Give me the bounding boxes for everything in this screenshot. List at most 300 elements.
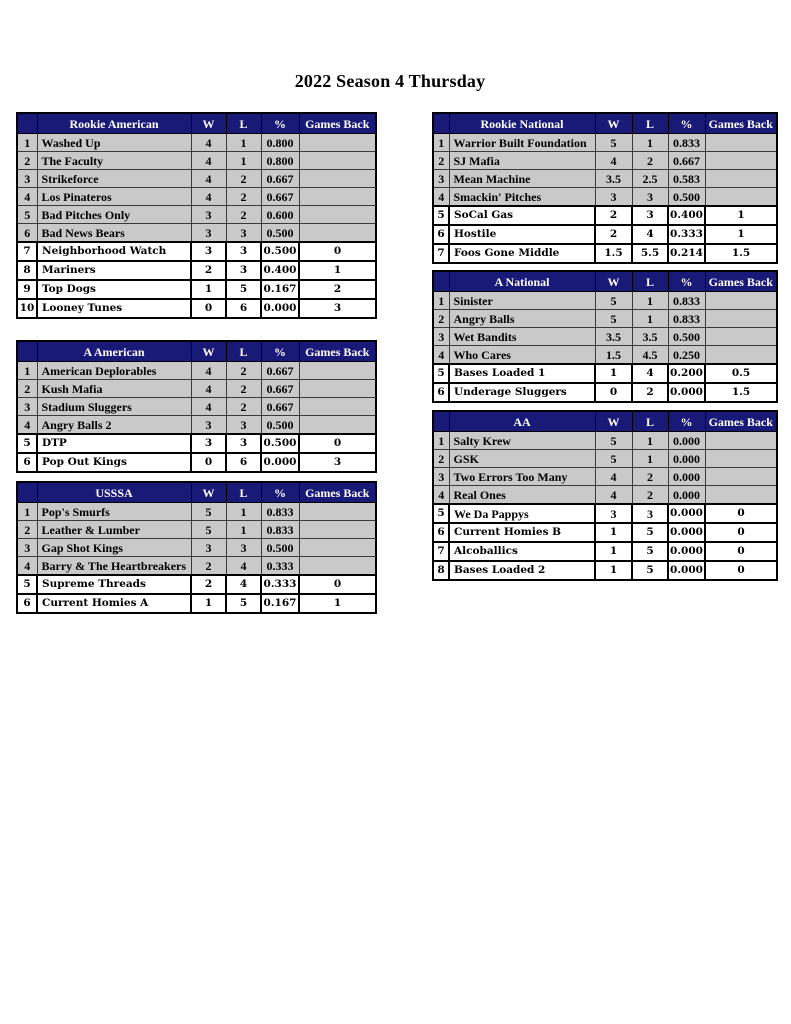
games-back-cell bbox=[705, 328, 777, 346]
table-row bbox=[433, 486, 777, 505]
pct-cell: 0.833 bbox=[668, 310, 705, 328]
pct-cell: 0.000 bbox=[668, 561, 705, 580]
team-cell: Washed Up bbox=[37, 134, 191, 152]
pct-cell: 0.000 bbox=[668, 450, 705, 468]
wins-cell: 3 bbox=[191, 416, 226, 435]
table-row bbox=[17, 299, 376, 318]
table-row bbox=[433, 152, 777, 170]
pct-cell: 0.500 bbox=[668, 188, 705, 207]
rank-cell: 4 bbox=[17, 416, 37, 435]
wins-cell: 5 bbox=[595, 450, 632, 468]
header-row bbox=[433, 271, 777, 292]
rank-cell: 4 bbox=[433, 346, 449, 365]
rank-cell: 8 bbox=[17, 261, 37, 280]
table-row bbox=[433, 504, 777, 523]
header-losses: L bbox=[632, 113, 668, 134]
games-back-cell: 1 bbox=[705, 225, 777, 244]
header-rank-spacer bbox=[17, 482, 37, 503]
rank-cell: 6 bbox=[433, 225, 449, 244]
team-cell: American Deplorables bbox=[37, 362, 191, 380]
table-row bbox=[17, 539, 376, 557]
rank-cell: 4 bbox=[433, 188, 449, 207]
pct-cell: 0.250 bbox=[668, 346, 705, 365]
games-back-cell: 0 bbox=[705, 504, 777, 523]
header-row bbox=[17, 113, 376, 134]
table-row bbox=[17, 224, 376, 243]
header-games-back: Games Back bbox=[705, 271, 777, 292]
wins-cell: 1 bbox=[595, 542, 632, 561]
table-row bbox=[17, 575, 376, 594]
rank-cell: 10 bbox=[17, 299, 37, 318]
wins-cell: 4 bbox=[191, 380, 226, 398]
losses-cell: 5 bbox=[226, 280, 261, 299]
losses-cell: 3 bbox=[632, 504, 668, 523]
rank-cell: 3 bbox=[17, 539, 37, 557]
header-wins: W bbox=[595, 271, 632, 292]
header-games-back: Games Back bbox=[299, 341, 376, 362]
wins-cell: 3 bbox=[191, 206, 226, 224]
wins-cell: 4 bbox=[191, 134, 226, 152]
header-rank-spacer bbox=[17, 341, 37, 362]
losses-cell: 3 bbox=[226, 261, 261, 280]
rank-cell: 6 bbox=[17, 224, 37, 243]
table-body bbox=[433, 292, 777, 403]
table-title: A National bbox=[449, 271, 595, 292]
losses-cell: 2 bbox=[226, 380, 261, 398]
games-back-cell bbox=[705, 486, 777, 505]
table-title: AA bbox=[449, 411, 595, 432]
pct-cell: 0.000 bbox=[668, 523, 705, 542]
team-cell: Hostile bbox=[449, 225, 595, 244]
rank-cell: 2 bbox=[433, 152, 449, 170]
header-losses: L bbox=[226, 341, 261, 362]
header-row bbox=[433, 411, 777, 432]
losses-cell: 4 bbox=[632, 225, 668, 244]
team-cell: Los Pinateros bbox=[37, 188, 191, 206]
pct-cell: 0.667 bbox=[261, 170, 299, 188]
team-cell: GSK bbox=[449, 450, 595, 468]
wins-cell: 5 bbox=[191, 521, 226, 539]
games-back-cell bbox=[705, 310, 777, 328]
table-row bbox=[17, 453, 376, 472]
pct-cell: 0.200 bbox=[668, 364, 705, 383]
rank-cell: 3 bbox=[433, 328, 449, 346]
header-rank-spacer bbox=[17, 113, 37, 134]
pct-cell: 0.400 bbox=[668, 206, 705, 225]
games-back-cell bbox=[299, 152, 376, 170]
rank-cell: 1 bbox=[17, 362, 37, 380]
team-cell: SJ Mafia bbox=[449, 152, 595, 170]
header-games-back: Games Back bbox=[705, 411, 777, 432]
losses-cell: 3 bbox=[226, 224, 261, 243]
pct-cell: 0.000 bbox=[261, 299, 299, 318]
wins-cell: 1 bbox=[595, 523, 632, 542]
rank-cell: 1 bbox=[433, 292, 449, 310]
header-losses: L bbox=[632, 411, 668, 432]
header-row bbox=[17, 482, 376, 503]
rank-cell: 7 bbox=[433, 244, 449, 263]
wins-cell: 5 bbox=[595, 310, 632, 328]
wins-cell: 2 bbox=[191, 575, 226, 594]
table-row bbox=[17, 188, 376, 206]
games-back-cell bbox=[705, 346, 777, 365]
wins-cell: 4 bbox=[191, 188, 226, 206]
games-back-cell: 1 bbox=[299, 261, 376, 280]
table-row bbox=[433, 383, 777, 402]
team-cell: Kush Mafia bbox=[37, 380, 191, 398]
table-row bbox=[17, 242, 376, 261]
pct-cell: 0.583 bbox=[668, 170, 705, 188]
table-header bbox=[17, 341, 376, 362]
games-back-cell bbox=[299, 416, 376, 435]
wins-cell: 4 bbox=[191, 362, 226, 380]
wins-cell: 1 bbox=[595, 364, 632, 383]
losses-cell: 3 bbox=[226, 242, 261, 261]
team-cell: Mariners bbox=[37, 261, 191, 280]
wins-cell: 3.5 bbox=[595, 170, 632, 188]
wins-cell: 1 bbox=[191, 280, 226, 299]
losses-cell: 5 bbox=[632, 542, 668, 561]
pct-cell: 0.800 bbox=[261, 152, 299, 170]
losses-cell: 2 bbox=[632, 468, 668, 486]
rank-cell: 5 bbox=[17, 575, 37, 594]
losses-cell: 5 bbox=[632, 523, 668, 542]
table-row bbox=[17, 261, 376, 280]
table-row bbox=[433, 432, 777, 450]
table-row bbox=[17, 170, 376, 188]
wins-cell: 4 bbox=[191, 152, 226, 170]
table-row bbox=[433, 310, 777, 328]
losses-cell: 1 bbox=[226, 521, 261, 539]
pct-cell: 0.800 bbox=[261, 134, 299, 152]
wins-cell: 4 bbox=[595, 152, 632, 170]
team-cell: Bad Pitches Only bbox=[37, 206, 191, 224]
losses-cell: 2 bbox=[632, 152, 668, 170]
losses-cell: 4 bbox=[226, 557, 261, 576]
table-header bbox=[433, 411, 777, 432]
pct-cell: 0.000 bbox=[668, 468, 705, 486]
losses-cell: 1 bbox=[632, 310, 668, 328]
rank-cell: 4 bbox=[17, 557, 37, 576]
header-pct: % bbox=[261, 482, 299, 503]
wins-cell: 1 bbox=[595, 561, 632, 580]
header-pct: % bbox=[261, 113, 299, 134]
header-wins: W bbox=[191, 341, 226, 362]
header-games-back: Games Back bbox=[705, 113, 777, 134]
table-row bbox=[17, 152, 376, 170]
wins-cell: 4 bbox=[191, 170, 226, 188]
losses-cell: 3 bbox=[632, 206, 668, 225]
losses-cell: 1 bbox=[632, 432, 668, 450]
rank-cell: 5 bbox=[433, 206, 449, 225]
header-wins: W bbox=[595, 113, 632, 134]
games-back-cell bbox=[705, 292, 777, 310]
team-cell: Salty Krew bbox=[449, 432, 595, 450]
team-cell: Current Homies B bbox=[449, 523, 595, 542]
pct-cell: 0.000 bbox=[261, 453, 299, 472]
team-cell: Neighborhood Watch bbox=[37, 242, 191, 261]
team-cell: Wet Bandits bbox=[449, 328, 595, 346]
table-row bbox=[17, 280, 376, 299]
rank-cell: 7 bbox=[433, 542, 449, 561]
pct-cell: 0.000 bbox=[668, 486, 705, 505]
team-cell: Angry Balls bbox=[449, 310, 595, 328]
wins-cell: 5 bbox=[191, 503, 226, 521]
standings-table-a-national bbox=[432, 270, 777, 403]
team-cell: Bases Loaded 2 bbox=[449, 561, 595, 580]
pct-cell: 0.333 bbox=[668, 225, 705, 244]
wins-cell: 2 bbox=[191, 261, 226, 280]
losses-cell: 1 bbox=[226, 134, 261, 152]
table-header bbox=[17, 482, 376, 503]
games-back-cell bbox=[705, 450, 777, 468]
games-back-cell bbox=[705, 152, 777, 170]
wins-cell: 3 bbox=[191, 434, 226, 453]
wins-cell: 0 bbox=[595, 383, 632, 402]
games-back-cell: 0 bbox=[705, 523, 777, 542]
wins-cell: 2 bbox=[191, 557, 226, 576]
losses-cell: 2 bbox=[632, 383, 668, 402]
pct-cell: 0.000 bbox=[668, 542, 705, 561]
table-title: USSSA bbox=[37, 482, 191, 503]
table-body bbox=[433, 432, 777, 581]
page-title: 2022 Season 4 Thursday bbox=[294, 71, 486, 91]
losses-cell: 1 bbox=[226, 152, 261, 170]
team-cell: Two Errors Too Many bbox=[449, 468, 595, 486]
team-cell: Angry Balls 2 bbox=[37, 416, 191, 435]
wins-cell: 1 bbox=[191, 594, 226, 613]
losses-cell: 4 bbox=[632, 364, 668, 383]
header-row bbox=[433, 113, 777, 134]
team-cell: Strikeforce bbox=[37, 170, 191, 188]
table-body bbox=[17, 503, 376, 614]
wins-cell: 5 bbox=[595, 292, 632, 310]
games-back-cell: 1.5 bbox=[705, 244, 777, 263]
losses-cell: 2 bbox=[226, 398, 261, 416]
table-row bbox=[433, 364, 777, 383]
games-back-cell bbox=[299, 188, 376, 206]
pct-cell: 0.000 bbox=[668, 504, 705, 523]
pct-cell: 0.833 bbox=[261, 503, 299, 521]
pct-cell: 0.600 bbox=[261, 206, 299, 224]
pct-cell: 0.500 bbox=[261, 242, 299, 261]
team-cell: Stadium Sluggers bbox=[37, 398, 191, 416]
losses-cell: 2 bbox=[226, 206, 261, 224]
table-row bbox=[17, 206, 376, 224]
table-row bbox=[433, 225, 777, 244]
games-back-cell bbox=[299, 521, 376, 539]
table-row bbox=[433, 523, 777, 542]
games-back-cell bbox=[299, 362, 376, 380]
table-row bbox=[17, 594, 376, 613]
rank-cell: 3 bbox=[17, 170, 37, 188]
team-cell: Supreme Threads bbox=[37, 575, 191, 594]
losses-cell: 5.5 bbox=[632, 244, 668, 263]
wins-cell: 3 bbox=[191, 242, 226, 261]
rank-cell: 5 bbox=[17, 434, 37, 453]
rank-cell: 2 bbox=[17, 380, 37, 398]
pct-cell: 0.500 bbox=[668, 328, 705, 346]
table-body bbox=[17, 134, 376, 319]
team-cell: Top Dogs bbox=[37, 280, 191, 299]
rank-cell: 1 bbox=[433, 134, 449, 152]
pct-cell: 0.500 bbox=[261, 224, 299, 243]
pct-cell: 0.833 bbox=[261, 521, 299, 539]
rank-cell: 6 bbox=[17, 453, 37, 472]
losses-cell: 4.5 bbox=[632, 346, 668, 365]
losses-cell: 3 bbox=[632, 188, 668, 207]
pct-cell: 0.333 bbox=[261, 557, 299, 576]
table-body bbox=[433, 134, 777, 264]
wins-cell: 3 bbox=[191, 539, 226, 557]
games-back-cell: 0 bbox=[705, 561, 777, 580]
games-back-cell bbox=[299, 224, 376, 243]
rank-cell: 3 bbox=[433, 170, 449, 188]
table-row bbox=[433, 346, 777, 365]
table-header bbox=[433, 271, 777, 292]
team-cell: Leather & Lumber bbox=[37, 521, 191, 539]
header-wins: W bbox=[191, 113, 226, 134]
games-back-cell: 0.5 bbox=[705, 364, 777, 383]
pct-cell: 0.333 bbox=[261, 575, 299, 594]
header-pct: % bbox=[668, 411, 705, 432]
table-row bbox=[433, 188, 777, 207]
header-wins: W bbox=[595, 411, 632, 432]
team-cell: Alcoballics bbox=[449, 542, 595, 561]
games-back-cell: 1 bbox=[705, 206, 777, 225]
header-wins: W bbox=[191, 482, 226, 503]
games-back-cell bbox=[299, 380, 376, 398]
rank-cell: 5 bbox=[433, 504, 449, 523]
table-row bbox=[433, 244, 777, 263]
team-cell: The Faculty bbox=[37, 152, 191, 170]
standings-table-rookie-american bbox=[16, 112, 376, 319]
games-back-cell bbox=[705, 134, 777, 152]
rank-cell: 3 bbox=[17, 398, 37, 416]
header-games-back: Games Back bbox=[299, 113, 376, 134]
losses-cell: 2.5 bbox=[632, 170, 668, 188]
games-back-cell bbox=[299, 170, 376, 188]
standings-table-aa bbox=[432, 410, 777, 581]
rank-cell: 1 bbox=[433, 432, 449, 450]
wins-cell: 2 bbox=[595, 225, 632, 244]
table-row bbox=[433, 134, 777, 152]
rank-cell: 4 bbox=[17, 188, 37, 206]
team-cell: Who Cares bbox=[449, 346, 595, 365]
wins-cell: 0 bbox=[191, 299, 226, 318]
losses-cell: 6 bbox=[226, 299, 261, 318]
losses-cell: 2 bbox=[632, 486, 668, 505]
team-cell: Pop Out Kings bbox=[37, 453, 191, 472]
pct-cell: 0.500 bbox=[261, 416, 299, 435]
table-row bbox=[433, 292, 777, 310]
header-losses: L bbox=[226, 482, 261, 503]
games-back-cell: 2 bbox=[299, 280, 376, 299]
losses-cell: 1 bbox=[632, 450, 668, 468]
table-header bbox=[17, 113, 376, 134]
wins-cell: 4 bbox=[191, 398, 226, 416]
rank-cell: 2 bbox=[433, 310, 449, 328]
wins-cell: 3 bbox=[595, 188, 632, 207]
losses-cell: 5 bbox=[226, 594, 261, 613]
team-cell: Real Ones bbox=[449, 486, 595, 505]
team-cell: Current Homies A bbox=[37, 594, 191, 613]
games-back-cell: 1.5 bbox=[705, 383, 777, 402]
games-back-cell bbox=[299, 503, 376, 521]
pct-cell: 0.500 bbox=[261, 434, 299, 453]
table-row bbox=[17, 557, 376, 576]
rank-cell: 5 bbox=[17, 206, 37, 224]
table-title: Rookie National bbox=[449, 113, 595, 134]
table-row bbox=[17, 434, 376, 453]
pct-cell: 0.833 bbox=[668, 134, 705, 152]
wins-cell: 5 bbox=[595, 134, 632, 152]
pct-cell: 0.167 bbox=[261, 280, 299, 299]
table-row bbox=[433, 561, 777, 580]
rank-cell: 8 bbox=[433, 561, 449, 580]
wins-cell: 3 bbox=[595, 504, 632, 523]
rank-cell: 5 bbox=[433, 364, 449, 383]
team-cell: Foos Gone Middle bbox=[449, 244, 595, 263]
wins-cell: 4 bbox=[595, 486, 632, 505]
pct-cell: 0.667 bbox=[261, 362, 299, 380]
losses-cell: 3 bbox=[226, 539, 261, 557]
rank-cell: 2 bbox=[17, 152, 37, 170]
table-row bbox=[17, 134, 376, 152]
standings-table-a-american bbox=[16, 340, 376, 473]
table-row bbox=[433, 542, 777, 561]
rank-cell: 6 bbox=[17, 594, 37, 613]
games-back-cell: 0 bbox=[299, 242, 376, 261]
rank-cell: 6 bbox=[433, 383, 449, 402]
team-cell: Smackin' Pitches bbox=[449, 188, 595, 207]
games-back-cell: 0 bbox=[299, 575, 376, 594]
header-games-back: Games Back bbox=[299, 482, 376, 503]
table-row bbox=[433, 328, 777, 346]
games-back-cell bbox=[705, 432, 777, 450]
table-title: A American bbox=[37, 341, 191, 362]
pct-cell: 0.667 bbox=[261, 188, 299, 206]
standings-table-rookie-national bbox=[432, 112, 777, 264]
table-row bbox=[17, 416, 376, 435]
team-cell: SoCal Gas bbox=[449, 206, 595, 225]
table-row bbox=[17, 503, 376, 521]
rank-cell: 6 bbox=[433, 523, 449, 542]
header-rank-spacer bbox=[433, 271, 449, 292]
team-cell: Looney Tunes bbox=[37, 299, 191, 318]
team-cell: Bad News Bears bbox=[37, 224, 191, 243]
losses-cell: 3 bbox=[226, 416, 261, 435]
pct-cell: 0.167 bbox=[261, 594, 299, 613]
games-back-cell bbox=[705, 468, 777, 486]
games-back-cell: 3 bbox=[299, 453, 376, 472]
games-back-cell: 0 bbox=[299, 434, 376, 453]
losses-cell: 3.5 bbox=[632, 328, 668, 346]
standings-table-usssa bbox=[16, 481, 376, 614]
losses-cell: 4 bbox=[226, 575, 261, 594]
team-cell: Sinister bbox=[449, 292, 595, 310]
rank-cell: 3 bbox=[433, 468, 449, 486]
pct-cell: 0.400 bbox=[261, 261, 299, 280]
games-back-cell bbox=[299, 557, 376, 576]
rank-cell: 1 bbox=[17, 503, 37, 521]
games-back-cell bbox=[299, 206, 376, 224]
team-cell: Gap Shot Kings bbox=[37, 539, 191, 557]
table-row bbox=[433, 450, 777, 468]
games-back-cell bbox=[705, 170, 777, 188]
pct-cell: 0.667 bbox=[261, 398, 299, 416]
pct-cell: 0.000 bbox=[668, 432, 705, 450]
